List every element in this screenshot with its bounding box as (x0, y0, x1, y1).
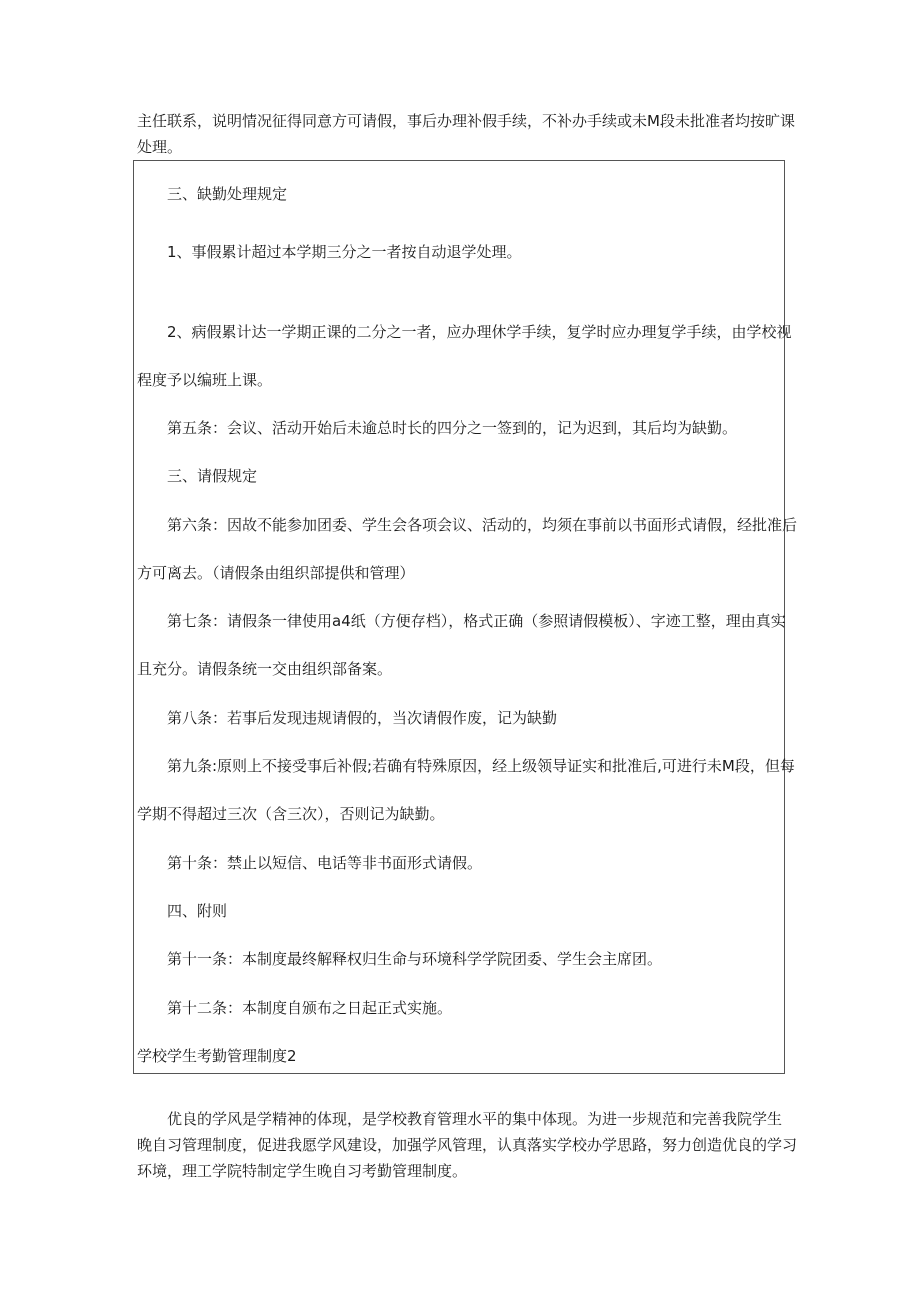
rule-item-1: 1、事假累计超过本学期三分之一者按自动退学处理。 (167, 243, 522, 261)
article-5: 第五条：会议、活动开始后未逾总时长的四分之一签到的，记为迟到，其后均为缺勤。 (167, 419, 738, 437)
next-document-title: 学校学生考勤管理制度2 (137, 1047, 297, 1065)
bottom-paragraph-line-3: 环境，理工学院特制定学生晚自习考勤管理制度。 (137, 1162, 468, 1180)
article-7-line-1: 第七条：请假条一律使用a4纸（方便存档），格式正确（参照请假模板）、字迹工整，理由真实 (167, 612, 786, 630)
bottom-paragraph-line-2: 晚自习管理制度，促进我愿学风建设，加强学风管理，认真落实学校办学思路，努力创造优良的学习 (137, 1136, 798, 1154)
article-7-line-2: 且充分。请假条统一交由组织部备案。 (137, 660, 393, 678)
rule-item-2-line-2: 程度予以编班上课。 (137, 371, 273, 389)
article-6-line-2: 方可离去。（请假条由组织部提供和管理） (137, 564, 415, 582)
top-paragraph-line-2: 处理。 (137, 138, 183, 156)
section-heading-absence: 三、缺勤处理规定 (167, 185, 288, 203)
article-9-line-2: 学期不得超过三次（含三次），否则记为缺勤。 (137, 805, 445, 823)
article-12: 第十二条：本制度自颁布之日起正式实施。 (167, 999, 453, 1017)
article-10: 第十条：禁止以短信、电话等非书面形式请假。 (167, 854, 483, 872)
article-8: 第八条：若事后发现违规请假的，当次请假作废，记为缺勤 (167, 709, 558, 727)
section-heading-leave: 三、请假规定 (167, 467, 258, 485)
article-9-line-1: 第九条:原则上不接受事后补假;若确有特殊原因，经上级领导证实和批准后,可进行未M段，但每 (167, 757, 795, 775)
section-heading-appendix: 四、附则 (167, 902, 228, 920)
article-6-line-1: 第六条：因故不能参加团委、学生会各项会议、活动的，均须在事前以书面形式请假，经批准后 (167, 516, 798, 534)
bottom-paragraph-line-1: 优良的学风是学精神的体现，是学校教育管理水平的集中体现。为进一步规范和完善我院学生 (167, 1110, 783, 1128)
article-11: 第十一条：本制度最终解释权归生命与环境科学学院团委、学生会主席团。 (167, 950, 663, 968)
rule-item-2-line-1: 2、病假累计达一学期正课的二分之一者，应办理休学手续，复学时应办理复学手续，由学校视 (167, 323, 792, 341)
top-paragraph-line-1: 主任联系，说明情况征得同意方可请假，事后办理补假手续，不补办手续或未M段未批准者均按旷课 (137, 112, 795, 130)
